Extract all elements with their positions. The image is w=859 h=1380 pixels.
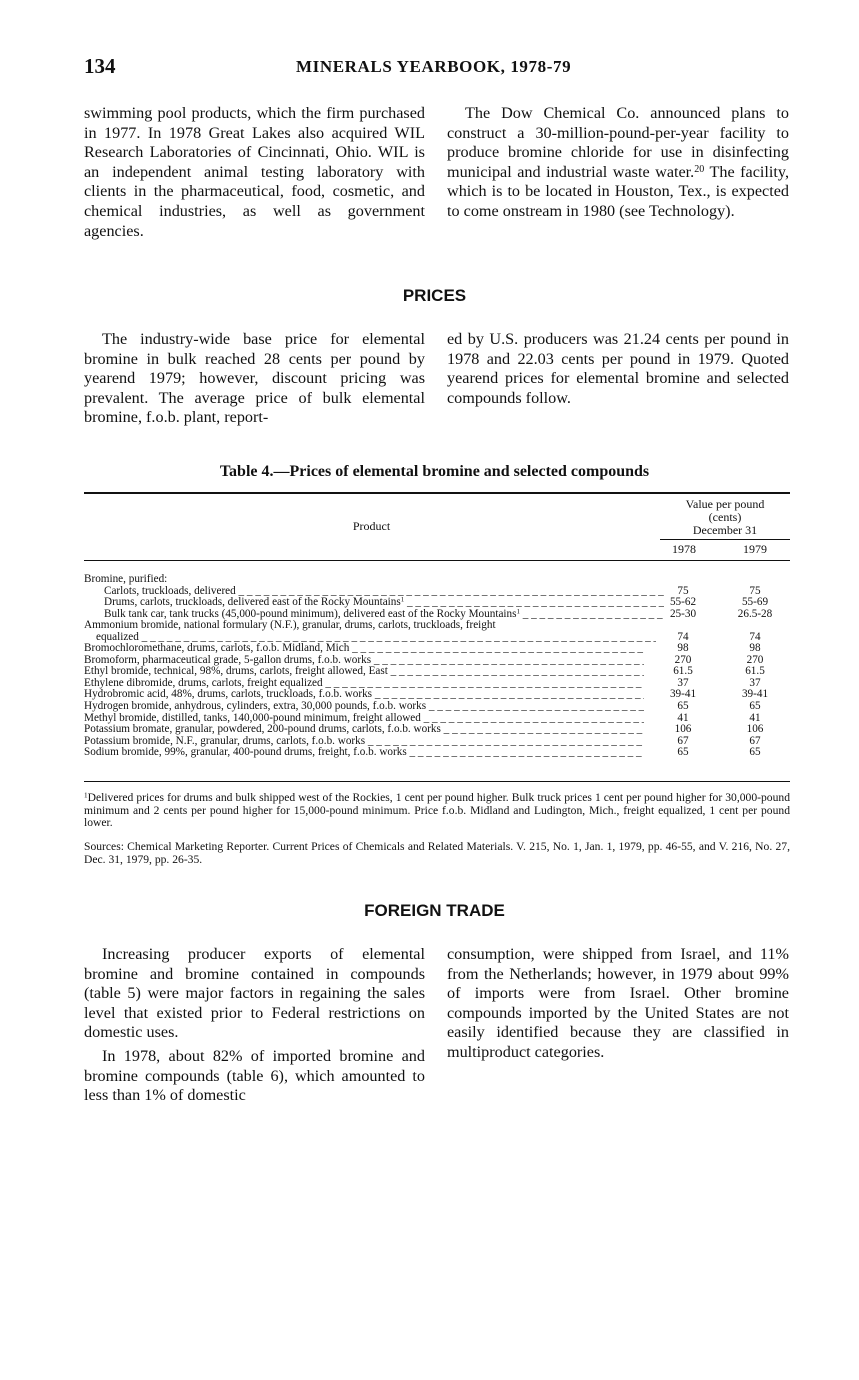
trade-left-para-2: In 1978, about 82% of imported bromine and bromine compounds (table 6), which amounted to less than 1% of domestic	[84, 1046, 425, 1105]
table-row	[84, 724, 790, 736]
value-1979: 75	[749, 584, 761, 597]
trade-right-text: consumption, were shipped from Israel, and 11% from the Netherlands; however, in 1979 about 99% of imports were from Israel. Other bromine compounds imported by the United States are not easily identified because they are classified in multiproduct categories.	[447, 945, 789, 1061]
intro-right-column	[447, 104, 789, 222]
prices-left-text: The industry-wide base price for elemental bromine in bulk reached 28 cents per pound by yearend 1979; however, discount pricing was prevalent. The average price of bulk elemental bromine, f.o.b. plant, report-	[84, 330, 425, 427]
row-label: Potassium bromate, granular, powdered, 200-pound drums, carlots, f.o.b. works _ _ _	[84, 724, 644, 736]
row-label-text: Bulk tank car, tank trucks (45,000-pound minimum), delivered east of the Rocky Mountains	[104, 608, 517, 620]
row-label: Bromine, purified:	[84, 574, 168, 585]
intro-left-text: swimming pool products, which the firm purchased in 1977. In 1978 Great Lakes also acquired WIL Research Laboratories of Cincinnati, Ohio. WIL is an independent animal testing laboratory with clients in the pharmaceutical, food, cosmetic, and chemical industries, as well as government agencies.	[84, 104, 425, 240]
dow-plans-text: The Dow Chemical Co. announced plans to construct a 30-million-pound-per-year facility to produce bromine chloride for use in disinfecting municipal and industrial waste water.	[447, 104, 789, 181]
footnote-mark: 1	[84, 791, 88, 800]
footnote-body: Delivered prices for drums and bulk shipped west of the Rockies, 1 cent per pound higher. Bulk truck prices 1 cent per pound higher for 30,000-pound minimum and 2 cents per pound higher for 15,000-pound minimum. Price f.o.b. Midland and Ludington, Mich., freight equalized, 1 cent per pound lower.	[84, 791, 790, 830]
value-1979: 65	[749, 746, 761, 759]
prices-heading: PRICES	[402, 286, 467, 305]
year-header-rule	[660, 539, 790, 540]
table-bottom-rule	[84, 781, 790, 782]
value-1978: 39-41	[669, 688, 697, 701]
footnote-ref: 1	[400, 597, 405, 604]
value-1978: 25-30	[669, 607, 697, 620]
prices-right-text: ed by U.S. producers was 21.24 cents per pound in 1978 and 22.03 cents per pound in 1979. Quoted yearend prices for elemental bromine and selected compounds follow.	[447, 330, 789, 407]
value-1978: 65	[677, 746, 689, 759]
value-1979: 106	[746, 723, 764, 736]
row-label: Hydrogen bromide, anhydrous, cylinders, extra, 30,000 pounds, f.o.b. works _ _ _	[84, 701, 644, 713]
row-label: Hydrobromic acid, 48%, drums, carlots, truckloads, f.o.b. works _ _ _	[84, 689, 644, 701]
prices-right-column	[447, 330, 789, 408]
row-label: Sodium bromide, 99%, granular, 400-pound drums, freight, f.o.b. works _ _ _	[84, 747, 644, 759]
table-title: Table 4.—Prices of elemental bromine and selected compounds	[219, 463, 650, 480]
footnote-ref-20: 20	[694, 163, 705, 175]
row-label	[84, 609, 664, 621]
row-label: Methyl bromide, distilled, tanks, 140,000-pound minimum, freight allowed _ _ _	[84, 713, 644, 725]
prices-left-column	[84, 330, 425, 428]
trade-right-column	[447, 945, 789, 1063]
table-row	[84, 701, 790, 713]
value-1979: 37	[749, 676, 761, 689]
footnote-ref: 1	[516, 608, 520, 616]
row-label: Bromoform, pharmaceutical grade, 5-gallon drums, f.o.b. works _ _ _	[84, 655, 644, 667]
table-header-rule	[84, 560, 790, 561]
value-1978: 67	[677, 734, 689, 747]
table-row	[84, 609, 790, 621]
intro-right-text	[447, 104, 789, 222]
value-per-pound-label: Value per pound	[685, 497, 765, 511]
table-header-1979: 1979	[743, 542, 767, 556]
sources-text: Sources: Chemical Marketing Reporter. Current Prices of Chemicals and Related Materials. V. 215, No. 1, Jan. 1, 1979, pp. 46-55, and V. 216, No. 27, Dec. 31, 1979, pp. 26-35.	[84, 840, 790, 866]
value-1979: 270	[746, 653, 764, 666]
row-label: Carlots, truckloads, delivered _ _ _	[84, 586, 664, 598]
table-row	[84, 574, 790, 586]
value-1979: 67	[749, 734, 761, 747]
table-sources	[84, 841, 790, 866]
page-number: 134	[84, 54, 116, 78]
row-label	[84, 597, 664, 609]
row-label: Ethyl bromide, technical, 98%, drums, carlots, freight allowed, East _ _ _	[84, 666, 644, 678]
value-1979: 98	[749, 642, 761, 655]
cents-label: (cents)	[708, 510, 742, 524]
value-1978: 270	[674, 653, 692, 666]
value-1978: 75	[677, 584, 689, 597]
row-label: Bromochloromethane, drums, carlots, f.o.b. Midland, Mich _ _ _	[84, 643, 644, 655]
value-1979: 41	[749, 711, 761, 724]
value-1978: 65	[677, 700, 689, 713]
value-1979: 61.5	[745, 665, 765, 678]
trade-left-para-1: Increasing producer exports of elemental bromine and bromine contained in compounds (table 5) were major factors in regaining the sales level that existed prior to Federal restrictions on domestic uses.	[84, 945, 425, 1042]
footnote-text	[84, 792, 790, 830]
value-1978: 55-62	[669, 596, 697, 609]
facility-text: The facility, which is to be located in Houston, Tex., is expected to come onstream in 1980 (see Technology).	[447, 162, 789, 220]
value-1978: 98	[677, 642, 689, 655]
value-1979: 55-69	[741, 596, 769, 609]
row-label: Potassium bromide, N.F., granular, drums, carlots, f.o.b. works _ _ _	[84, 736, 644, 748]
value-1979: 74	[749, 630, 761, 643]
table-body	[84, 574, 790, 759]
table-top-rule	[84, 492, 790, 494]
value-1979: 39-41	[741, 688, 769, 701]
value-1979: 65	[749, 700, 761, 713]
table-header-product: Product	[352, 519, 391, 533]
value-1978: 74	[677, 630, 689, 643]
row-label: Ethylene dibromide, drums, carlots, freight equalized _ _ _	[84, 678, 644, 690]
value-1978: 61.5	[673, 665, 693, 678]
table-footnote	[84, 792, 790, 830]
row-label-text: Drums, carlots, truckloads, delivered east of the Rocky Mountains	[104, 597, 401, 609]
table-row	[84, 620, 790, 632]
december-31-label: December 31	[692, 523, 758, 537]
row-label: equalized _ _ _	[84, 632, 656, 644]
trade-left-column	[84, 945, 425, 1106]
value-1978: 41	[677, 711, 689, 724]
intro-left-column	[84, 104, 425, 241]
value-1978: 37	[677, 676, 689, 689]
table-header-value-group	[660, 498, 790, 537]
table-header-1978: 1978	[672, 542, 696, 556]
table-row	[84, 747, 790, 759]
value-1978: 106	[674, 723, 692, 736]
value-1979: 26.5-28	[737, 607, 773, 620]
foreign-trade-heading: FOREIGN TRADE	[364, 901, 505, 920]
row-label: Ammonium bromide, national formulary (N.F.), granular, drums, carlots, truckloads, freight	[84, 620, 496, 632]
running-title: MINERALS YEARBOOK, 1978-79	[296, 57, 572, 76]
table-row	[84, 597, 790, 609]
